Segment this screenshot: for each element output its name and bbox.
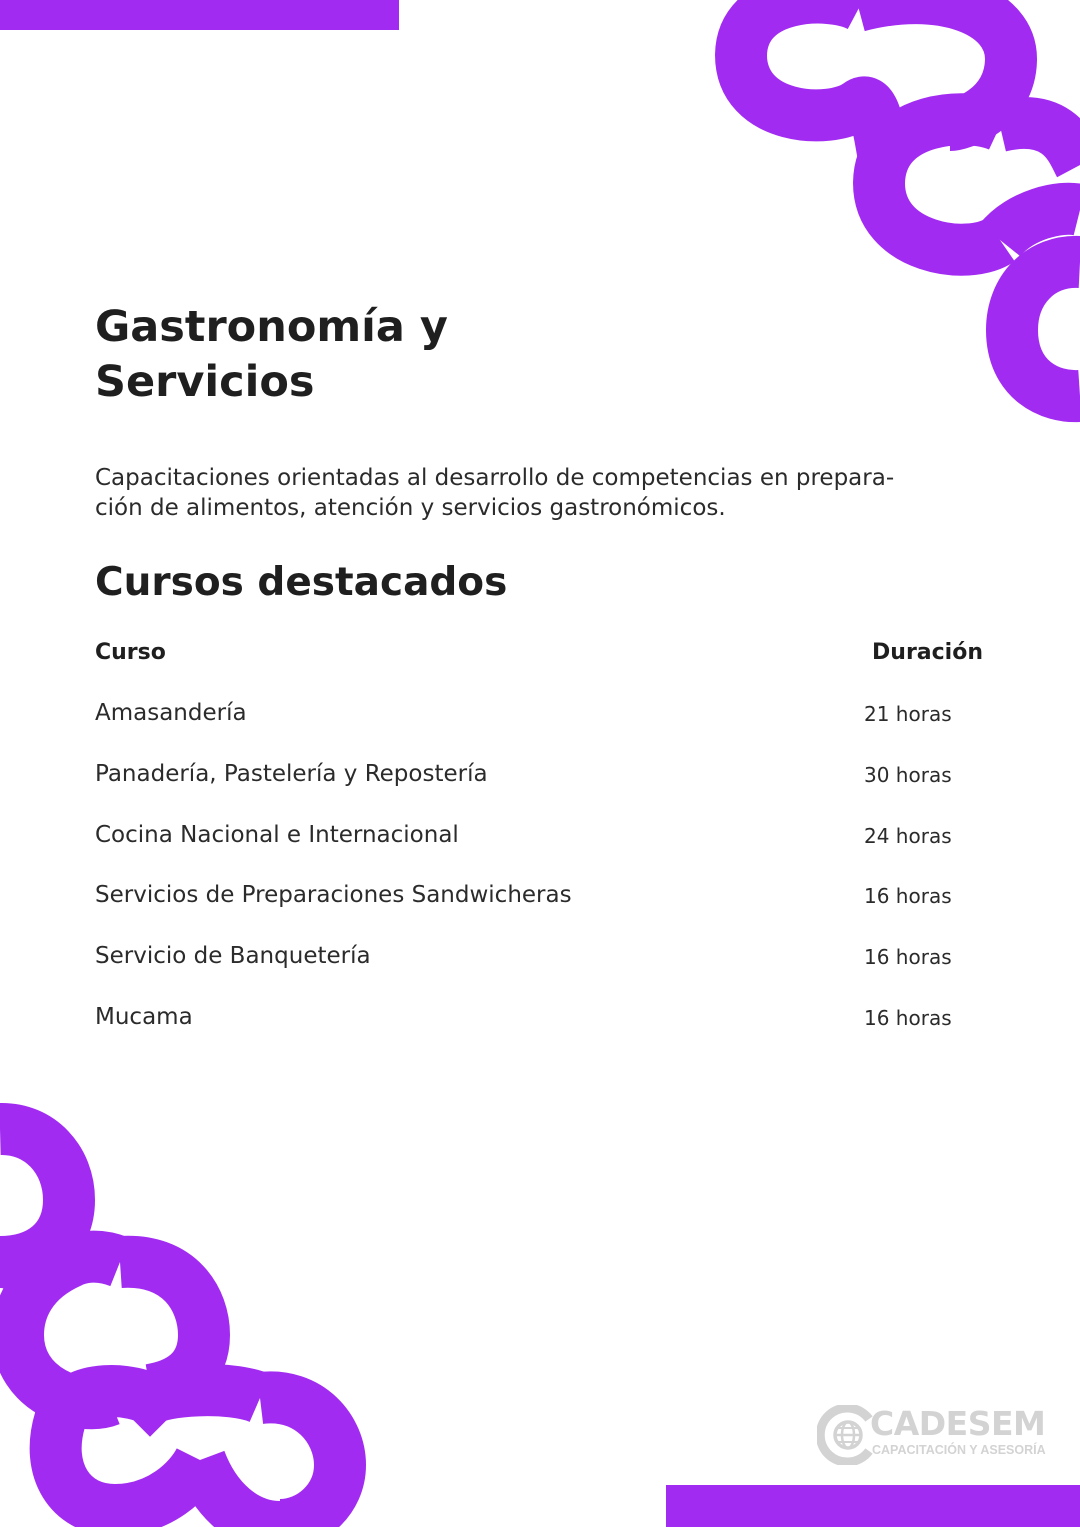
top-accent-bar <box>0 0 399 30</box>
course-row <box>95 819 985 880</box>
globe-c-logo-icon <box>817 1405 877 1465</box>
bottom-accent-bar <box>666 1485 1080 1527</box>
courses-table-header <box>95 637 985 669</box>
column-header-duration: Duración <box>872 640 983 665</box>
page-title-line-1: Gastronomía y <box>95 302 448 352</box>
course-duration: 16 horas <box>864 1005 952 1030</box>
courses-section-title: Cursos destacados <box>95 560 508 605</box>
course-name: Amasandería <box>95 700 247 726</box>
course-name: Servicio de Banquetería <box>95 943 371 970</box>
course-name: Panadería, Pastelería y Repostería <box>95 760 488 787</box>
course-row <box>95 697 985 758</box>
course-name: Cocina Nacional e Internacional <box>95 821 459 848</box>
decorative-wave-bottom-left <box>0 1095 380 1527</box>
decorative-wave-top-right <box>700 0 1080 440</box>
course-duration: 30 horas <box>864 762 952 787</box>
course-duration: 16 horas <box>864 884 952 909</box>
course-duration: 21 horas <box>864 702 952 726</box>
logo-brand-name: CADESEM <box>870 1404 1046 1443</box>
page-title <box>95 300 448 410</box>
intro-line-2: ción de alimentos, atención y servicios gastronómicos. <box>95 495 726 521</box>
course-duration: 16 horas <box>864 945 952 970</box>
intro-line-1: Capacitaciones orientadas al desarrollo de competencias en prepara- <box>95 465 895 491</box>
course-name: Mucama <box>95 1003 193 1030</box>
course-row <box>95 879 985 940</box>
course-row <box>95 940 985 1001</box>
column-header-course: Curso <box>95 640 166 665</box>
course-duration: 24 horas <box>864 823 952 848</box>
page-title-line-2: Servicios <box>95 357 315 407</box>
course-list <box>95 697 985 1062</box>
course-row <box>95 1001 985 1062</box>
course-name: Servicios de Preparaciones Sandwicheras <box>95 882 572 909</box>
logo-tagline: CAPACITACIÓN Y ASESORÍA <box>872 1443 1046 1457</box>
course-row <box>95 758 985 819</box>
cadesem-logo <box>817 1403 1049 1467</box>
intro-paragraph <box>95 463 985 523</box>
